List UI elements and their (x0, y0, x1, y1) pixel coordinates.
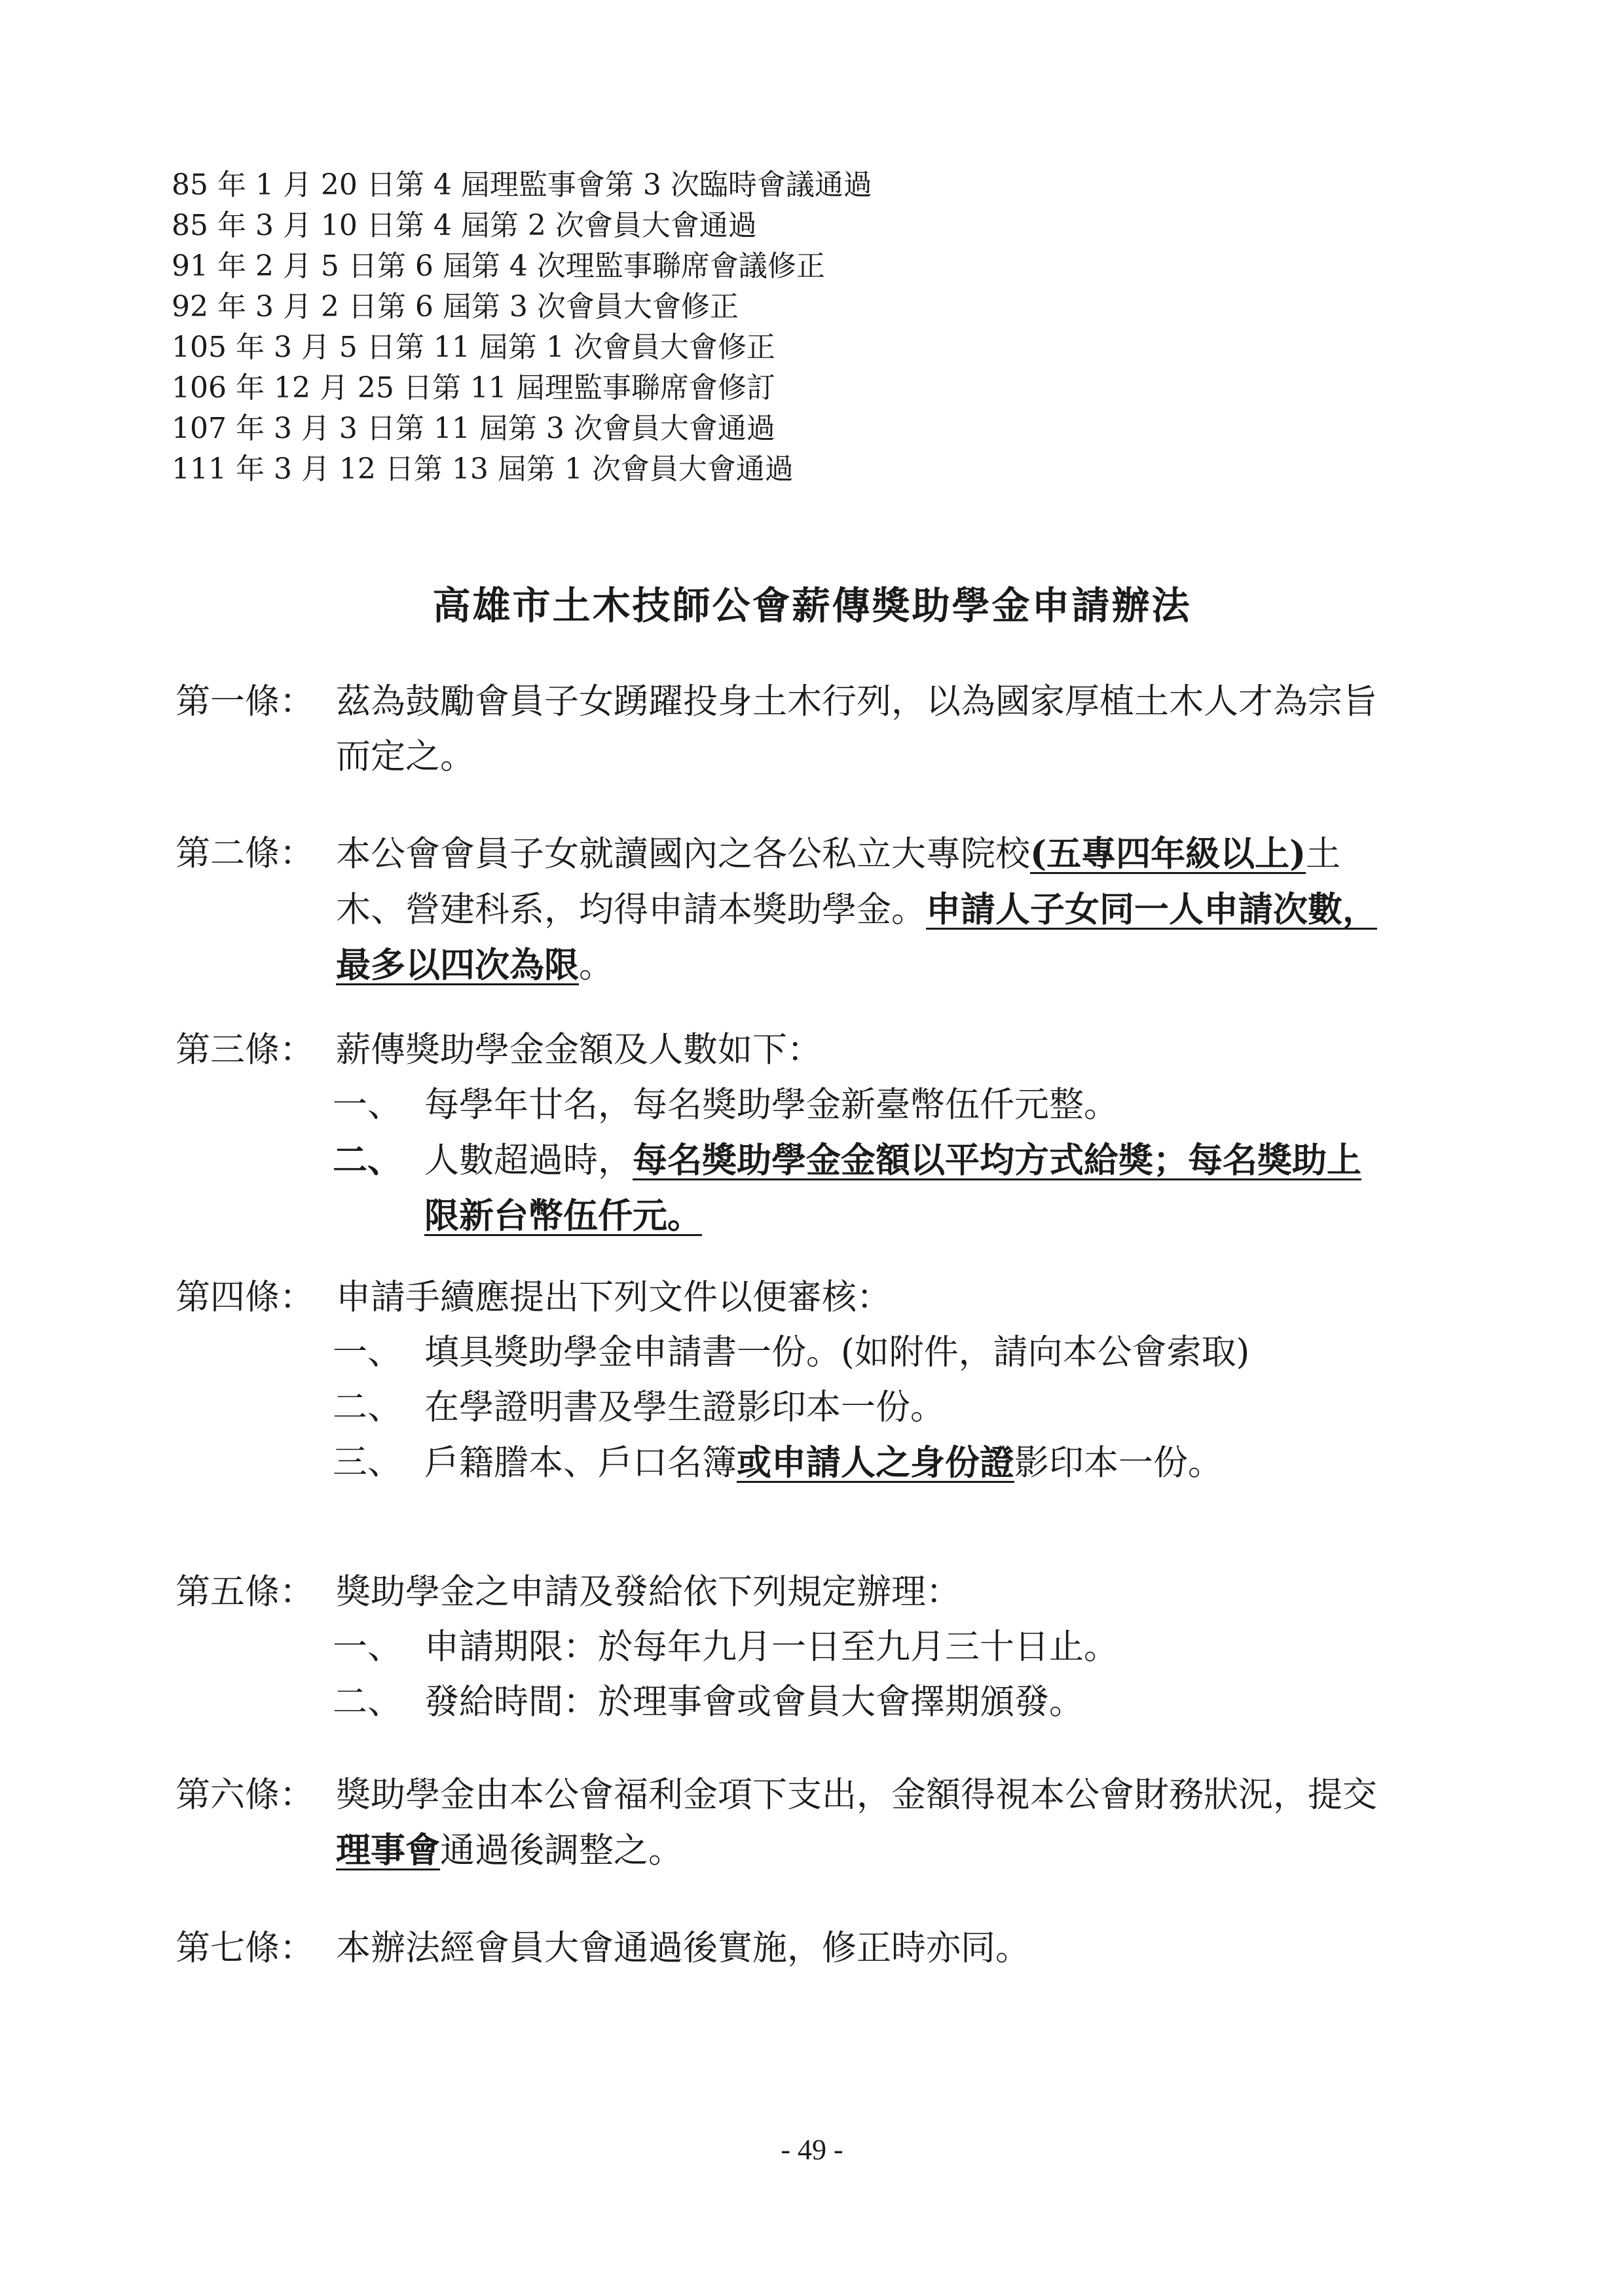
article-5 (175, 1565, 1472, 1730)
article-3 (175, 1023, 1472, 1244)
article-text: 而定之。 (336, 737, 475, 776)
article-label: 第一條： (175, 682, 314, 721)
article-text: 茲為鼓勵會員子女踴躍投身土木行列，以為國家厚植土木人才為宗旨 (336, 682, 1377, 721)
item-number: 二、 (333, 1682, 402, 1722)
article-1 (175, 674, 1472, 784)
article-7 (175, 1921, 1472, 1976)
emphasis-text: 或申請人之身份證 (737, 1442, 1014, 1483)
article-label: 第六條： (175, 1775, 314, 1815)
item-text: 發給時間：於理事會或會員大會擇期頒發。 (424, 1682, 1084, 1722)
item-number: 三、 (333, 1442, 402, 1482)
article-item (175, 1078, 1472, 1133)
history-line: 111 年 3 月 12 日第 13 屆第 1 次會員大會通過 (172, 452, 794, 486)
article-item (175, 1325, 1472, 1380)
text-segment: 本公會會員子女就讀國內之各公私立大專院校 (336, 834, 1030, 874)
item-text (424, 1435, 1223, 1491)
article-text-line (336, 826, 1472, 882)
article-label: 第五條： (175, 1572, 314, 1612)
text-segment: 人數超過時， (424, 1140, 633, 1180)
article-text: 獎助學金由本公會福利金項下支出，金額得視本公會財務狀況，提交 (336, 1775, 1377, 1815)
article-label: 第七條： (175, 1928, 314, 1968)
document-title: 高雄市土木技師公會薪傳獎助學金申請辦法 (432, 583, 1192, 628)
item-text (424, 1133, 1361, 1244)
emphasis-text: 申請人子女同一人申請次數， (926, 889, 1377, 930)
emphasis-text: 限新台幣伍仟元。 (424, 1195, 702, 1236)
emphasis-text: (五專四年級以上) (1030, 833, 1306, 874)
text-segment: 影印本一份。 (1014, 1443, 1223, 1483)
history-line: 85 年 1 月 20 日第 4 屆理監事會第 3 次臨時會議通過 (172, 168, 872, 202)
article-text-line (175, 1823, 1472, 1878)
article-2 (175, 826, 1472, 993)
item-number: 二、 (333, 1140, 402, 1180)
article-label: 第三條： (175, 1030, 314, 1070)
article-item (175, 1620, 1472, 1675)
item-number: 二、 (333, 1387, 402, 1427)
history-line: 107 年 3 月 3 日第 11 屆第 3 次會員大會通過 (172, 412, 775, 445)
article-item (175, 1380, 1472, 1435)
article-label: 第二條： (175, 833, 314, 873)
history-line: 91 年 2 月 5 日第 6 屆第 4 次理監事聯席會議修正 (172, 249, 825, 283)
history-line: 92 年 3 月 2 日第 6 屆第 3 次會員大會修正 (172, 290, 739, 323)
item-text: 在學證明書及學生證影印本一份。 (424, 1387, 945, 1427)
emphasis-text: 每名獎助學金金額以平均方式給獎；每名獎助上 (633, 1140, 1361, 1180)
text-segment: 戶籍謄本、戶口名簿 (424, 1443, 737, 1483)
item-text: 每學年廿名，每名獎助學金新臺幣伍仟元整。 (424, 1085, 1118, 1125)
item-number: 一、 (333, 1627, 402, 1667)
text-segment: 土 (1306, 834, 1341, 874)
text-segment: 通過後調整之。 (440, 1831, 683, 1870)
article-item (175, 1133, 1472, 1244)
history-line: 106 年 12 月 25 日第 11 屆理監事聯席會修訂 (172, 371, 775, 405)
item-number: 一、 (333, 1332, 402, 1372)
article-text-line (175, 882, 1472, 938)
article-text: 薪傳獎助學金金額及人數如下： (336, 1030, 822, 1070)
article-item (175, 1675, 1472, 1730)
amendment-history (172, 165, 1154, 490)
history-line: 85 年 3 月 10 日第 4 屆第 2 次會員大會通過 (172, 209, 757, 242)
text-segment: 木、營建科系，均得申請本獎助學金。 (336, 890, 926, 930)
page-number: - 49 - (781, 2134, 843, 2166)
history-line: 105 年 3 月 5 日第 11 屆第 1 次會員大會修正 (172, 331, 775, 364)
article-text: 申請手續應提出下列文件以便審核： (336, 1277, 891, 1317)
article-item (175, 1435, 1472, 1491)
article-text: 本辦法經會員大會通過後實施，修正時亦同。 (336, 1928, 1030, 1968)
article-4 (175, 1270, 1472, 1491)
item-number: 一、 (333, 1085, 402, 1125)
text-segment: 。 (579, 945, 614, 985)
article-text-line (175, 938, 1472, 993)
item-text: 申請期限：於每年九月一日至九月三十日止。 (424, 1627, 1118, 1667)
article-label: 第四條： (175, 1277, 314, 1317)
article-6 (175, 1768, 1472, 1878)
item-text: 填具獎助學金申請書一份。(如附件，請向本公會索取) (424, 1332, 1250, 1372)
emphasis-text: 理事會 (336, 1830, 440, 1870)
article-text: 獎助學金之申請及發給依下列規定辦理： (336, 1572, 961, 1612)
emphasis-text: 最多以四次為限 (336, 945, 579, 985)
